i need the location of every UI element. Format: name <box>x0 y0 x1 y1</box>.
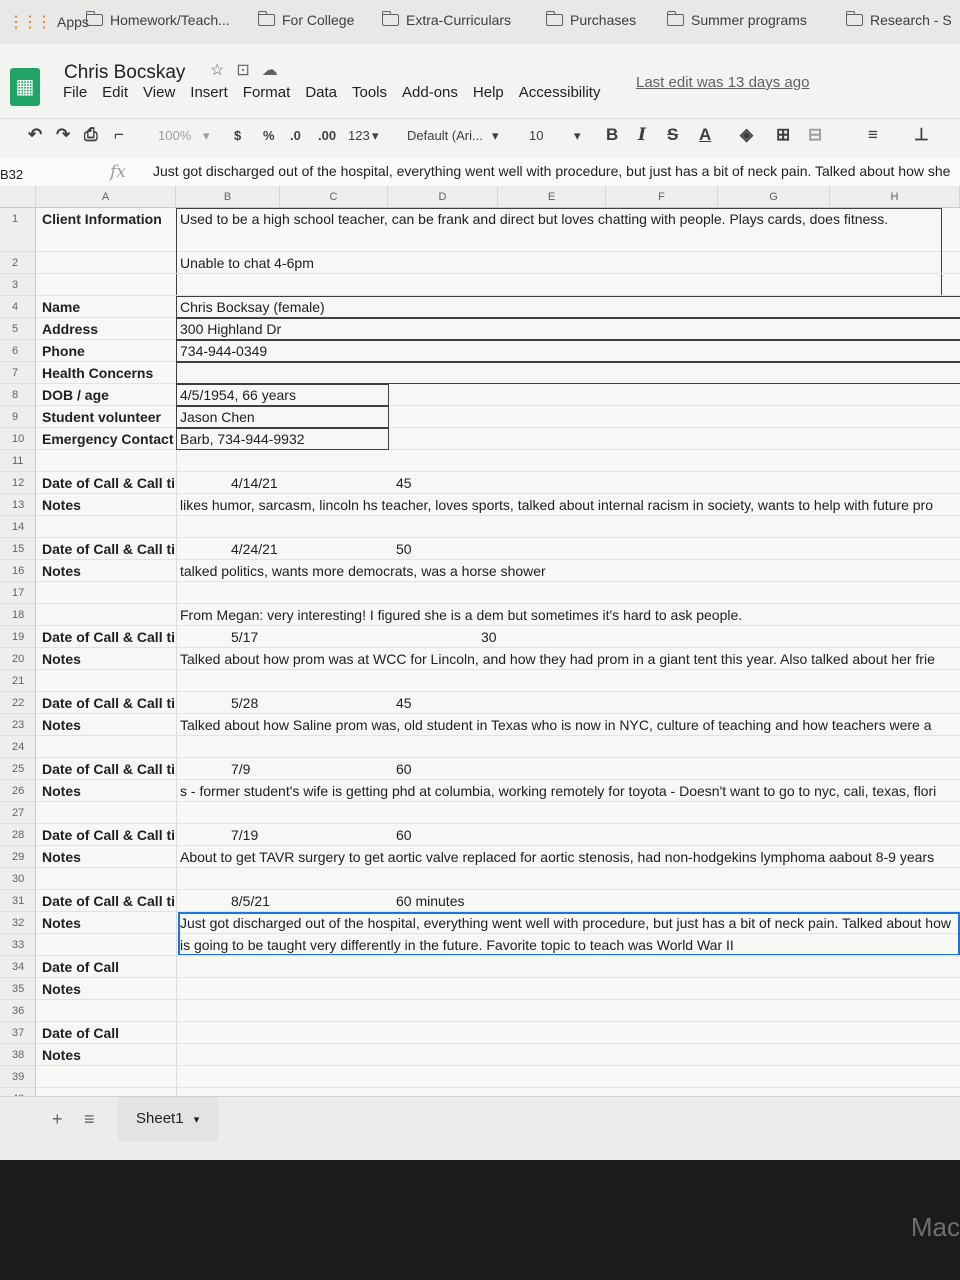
value-cell[interactable]: Talked about how prom was at WCC for Lincoln, and how they had prom in a giant tent this year. Also talked about her frie <box>180 651 935 667</box>
value-cell[interactable]: 734-944-0349 <box>180 343 268 359</box>
borders-icon[interactable]: ⊞ <box>776 125 791 144</box>
row-header[interactable]: 6 <box>0 340 36 362</box>
row-header[interactable]: 28 <box>0 824 36 846</box>
row-header[interactable]: 8 <box>0 384 36 406</box>
table-row[interactable] <box>36 868 960 890</box>
table-row[interactable] <box>36 1022 960 1044</box>
folder-icon <box>258 14 275 26</box>
value-cell[interactable]: Talked about how Saline prom was, old student in Texas who is now in NYC, culture of teaching and how teachers were a <box>180 717 932 733</box>
row-header[interactable]: 7 <box>0 362 36 384</box>
table-row[interactable] <box>36 582 960 604</box>
all-sheets-button[interactable]: ≡ <box>84 1109 95 1129</box>
row-header[interactable]: 12 <box>0 472 36 494</box>
table-row[interactable] <box>36 406 960 428</box>
value-cell[interactable]: About to get TAVR surgery to get aortic valve replaced for aortic stenosis, had non-hodgekins lymphoma aabout 8-9 years <box>180 849 935 865</box>
decrease-decimal-button[interactable]: .0 <box>290 128 301 143</box>
value-cell[interactable]: Used to be a high school teacher, can be frank and direct but loves chatting with people. Plays cards, does fitness. <box>180 211 889 227</box>
table-row[interactable] <box>36 516 960 538</box>
row-header[interactable]: 37 <box>0 1022 36 1044</box>
value-cell[interactable]: likes humor, sarcasm, lincoln hs teacher, loves sports, talked about internal racism in society, wants to help with future pro <box>180 497 933 513</box>
menu-view[interactable]: View <box>143 84 176 101</box>
call-duration-cell[interactable]: 60 <box>396 761 412 777</box>
bookmark-research[interactable]: Research - S <box>846 12 952 28</box>
column-header-c[interactable]: C <box>280 186 388 208</box>
column-header-b[interactable]: B <box>176 186 280 208</box>
call-date-cell[interactable]: 7/19 <box>231 827 259 843</box>
row-label[interactable]: Notes <box>42 563 81 579</box>
row-header[interactable]: 39 <box>0 1066 36 1088</box>
undo-icon[interactable]: ↶ <box>28 125 43 144</box>
table-row[interactable] <box>36 714 960 736</box>
row-header[interactable]: 26 <box>0 780 36 802</box>
row-header[interactable]: 30 <box>0 868 36 890</box>
formula-bar <box>0 158 960 187</box>
value-cell[interactable]: s - former student's wife is getting phd at columbia, working remotely for toyota - Doesn't want to go to nyc, cali, texas, flori <box>180 783 937 799</box>
call-duration-cell[interactable]: 45 <box>396 695 412 711</box>
table-row[interactable] <box>36 494 960 516</box>
row-label[interactable]: Date of Call & Call ti <box>42 761 176 777</box>
row-label[interactable]: Date of Call & Call ti <box>42 541 176 557</box>
sheets-logo-icon[interactable]: ▦ <box>10 68 40 106</box>
folder-icon <box>667 14 684 26</box>
column-header-g[interactable]: G <box>718 186 830 208</box>
row-label[interactable]: Address <box>42 321 99 337</box>
table-row[interactable] <box>36 846 960 868</box>
sheet-tab-sheet1[interactable]: Sheet1 ▾ <box>118 1097 218 1141</box>
vertical-align-icon[interactable]: ⊥ <box>914 125 929 144</box>
call-date-cell[interactable]: 4/14/21 <box>231 475 278 491</box>
row-header[interactable]: 21 <box>0 670 36 692</box>
title-icons <box>210 60 278 80</box>
row-label[interactable]: Notes <box>42 981 81 997</box>
table-row[interactable] <box>36 604 960 626</box>
row-header[interactable]: 24 <box>0 736 36 758</box>
row-label[interactable]: Notes <box>42 717 81 733</box>
row-header[interactable]: 14 <box>0 516 36 538</box>
menu-bar <box>63 84 600 101</box>
table-row[interactable] <box>36 824 960 846</box>
chevron-down-icon: ▾ <box>492 128 499 143</box>
value-cell[interactable]: Barb, 734-944-9932 <box>180 431 305 447</box>
table-row[interactable] <box>36 978 960 1000</box>
bookmark-apps[interactable]: ⋮⋮⋮ Apps <box>8 14 89 31</box>
menu-edit[interactable]: Edit <box>102 84 129 101</box>
bordered-cell <box>176 362 960 384</box>
table-row[interactable] <box>36 362 960 384</box>
name-box[interactable]: B32 <box>0 167 24 182</box>
percent-format-button[interactable]: % <box>263 128 275 143</box>
row-label[interactable]: Notes <box>42 783 81 799</box>
table-row[interactable] <box>36 428 960 450</box>
bordered-cell <box>176 340 960 362</box>
bordered-cell <box>176 406 389 428</box>
table-row[interactable] <box>36 934 960 956</box>
row-header[interactable]: 35 <box>0 978 36 1000</box>
table-row[interactable] <box>36 340 960 362</box>
row-label[interactable]: Notes <box>42 497 81 513</box>
row-label[interactable]: Date of Call <box>42 1025 120 1041</box>
apps-grid-icon: ⋮⋮⋮ <box>8 14 50 31</box>
row-header[interactable]: 32 <box>0 912 36 934</box>
column-header-d[interactable]: D <box>388 186 498 208</box>
value-cell[interactable]: 4/5/1954, 66 years <box>180 387 296 403</box>
bookmarks-bar <box>0 0 960 45</box>
fill-color-icon[interactable]: ◈ <box>740 125 754 144</box>
table-row[interactable] <box>36 538 960 560</box>
table-row[interactable] <box>36 912 960 934</box>
table-row[interactable] <box>36 758 960 780</box>
column-header-h[interactable]: H <box>830 186 960 208</box>
row-label[interactable]: DOB / age <box>42 387 109 403</box>
call-date-cell[interactable]: 8/5/21 <box>231 893 270 909</box>
bordered-cell <box>176 296 960 318</box>
row-label[interactable]: Emergency Contact <box>42 431 174 447</box>
value-cell[interactable]: is going to be taught very differently in the future. Favorite topic to teach was World War II <box>180 937 734 953</box>
table-row[interactable] <box>36 274 960 296</box>
row-label[interactable]: Phone <box>42 343 85 359</box>
bookmark-for-college[interactable]: For College <box>258 12 354 28</box>
row-label[interactable]: Date of Call <box>42 959 120 975</box>
chevron-down-icon: ▾ <box>372 128 379 143</box>
bordered-cell <box>176 428 389 450</box>
call-duration-cell[interactable]: 45 <box>396 475 412 491</box>
table-row[interactable] <box>36 1066 960 1088</box>
call-duration-cell[interactable]: 60 minutes <box>396 893 465 909</box>
row-label[interactable]: Notes <box>42 915 81 931</box>
row-header[interactable]: 25 <box>0 758 36 780</box>
row-header[interactable]: 20 <box>0 648 36 670</box>
menu-format[interactable]: Format <box>242 84 291 101</box>
table-row[interactable] <box>36 780 960 802</box>
table-row[interactable] <box>36 736 960 758</box>
row-header[interactable]: 18 <box>0 604 36 626</box>
table-row[interactable] <box>36 472 960 494</box>
row-label[interactable]: Date of Call & Call ti <box>42 629 176 645</box>
currency-format-button[interactable]: $ <box>234 128 242 143</box>
folder-icon <box>846 14 863 26</box>
print-icon[interactable]: ⎙ <box>84 125 98 144</box>
folder-icon <box>86 14 103 26</box>
call-duration-cell[interactable]: 60 <box>396 827 412 843</box>
bookmark-extra-curriculars[interactable]: Extra-Curriculars <box>382 12 511 28</box>
row-header[interactable]: 4 <box>0 296 36 318</box>
row-header[interactable]: 22 <box>0 692 36 714</box>
row-label[interactable]: Date of Call & Call ti <box>42 893 176 909</box>
value-cell[interactable]: talked politics, wants more democrats, was a horse shower <box>180 563 546 579</box>
bookmark-homework[interactable]: Homework/Teach... <box>86 12 230 28</box>
row-header[interactable]: 17 <box>0 582 36 604</box>
row-label[interactable]: Name <box>42 299 81 315</box>
value-cell[interactable]: Jason Chen <box>180 409 255 425</box>
table-row[interactable] <box>36 648 960 670</box>
table-row[interactable] <box>36 450 960 472</box>
table-row[interactable] <box>36 318 960 340</box>
text-color-button[interactable]: A <box>699 125 712 144</box>
menu-file[interactable]: File <box>63 84 88 101</box>
italic-button[interactable]: I <box>638 125 646 145</box>
row-header[interactable]: 27 <box>0 802 36 824</box>
column-header-e[interactable]: E <box>498 186 606 208</box>
menu-data[interactable]: Data <box>305 84 337 101</box>
call-duration-cell[interactable]: 30 <box>481 629 497 645</box>
value-cell[interactable]: Just got discharged out of the hospital, everything went well with procedure, but just has a bit of neck pain. Talked about how <box>180 915 951 931</box>
horizontal-align-icon[interactable]: ≡ <box>868 125 878 144</box>
row-header[interactable]: 2 <box>0 252 36 274</box>
table-row[interactable] <box>36 670 960 692</box>
row-label[interactable]: Student volunteer <box>42 409 162 425</box>
row-header[interactable]: 13 <box>0 494 36 516</box>
merge-cells-icon[interactable]: ⊟ <box>808 125 823 144</box>
row-label[interactable]: Notes <box>42 849 81 865</box>
menu-accessibility[interactable]: Accessibility <box>518 84 601 101</box>
bordered-cell <box>176 318 960 340</box>
table-row[interactable] <box>36 384 960 406</box>
row-label[interactable]: Notes <box>42 651 81 667</box>
row-header[interactable]: 29 <box>0 846 36 868</box>
row-header[interactable]: 31 <box>0 890 36 912</box>
bookmark-purchases[interactable]: Purchases <box>546 12 636 28</box>
fx-icon: fx <box>110 162 126 182</box>
menu-tools[interactable]: Tools <box>352 84 388 101</box>
select-all-corner[interactable] <box>0 186 36 208</box>
row-header[interactable]: 33 <box>0 934 36 956</box>
device-logo: Mac <box>910 1212 960 1242</box>
table-row[interactable] <box>36 1000 960 1022</box>
font-select[interactable]: Default (Ari... <box>407 128 483 143</box>
call-date-cell[interactable]: 4/24/21 <box>231 541 278 557</box>
row-header[interactable]: 23 <box>0 714 36 736</box>
row-label[interactable]: Date of Call & Call ti <box>42 827 176 843</box>
call-date-cell[interactable]: 5/28 <box>231 695 259 711</box>
row-header[interactable]: 9 <box>0 406 36 428</box>
add-sheet-button[interactable]: + <box>52 1109 63 1129</box>
formula-input[interactable]: Just got discharged out of the hospital, everything went well with procedure, but just has a bit of neck pain. Talked about how she <box>153 163 951 179</box>
row-header[interactable]: 11 <box>0 450 36 472</box>
row-header[interactable]: 16 <box>0 560 36 582</box>
value-cell[interactable]: Unable to chat 4-6pm <box>180 255 314 271</box>
bookmark-summer-programs[interactable]: Summer programs <box>667 12 807 28</box>
value-cell[interactable]: 300 Highland Dr <box>180 321 282 337</box>
paint-format-icon[interactable]: ⌐ <box>114 125 124 144</box>
row-label[interactable]: Date of Call & Call ti <box>42 695 176 711</box>
call-date-cell[interactable]: 5/17 <box>231 629 259 645</box>
menu-addons[interactable]: Add-ons <box>402 84 458 101</box>
chevron-down-icon[interactable]: ▾ <box>193 1114 200 1126</box>
folder-icon <box>382 14 399 26</box>
row-header[interactable]: 3 <box>0 274 36 296</box>
chevron-down-icon: ▾ <box>574 128 581 143</box>
value-cell[interactable]: From Megan: very interesting! I figured she is a dem but sometimes it's hard to ask people. <box>180 607 743 623</box>
column-header-f[interactable]: F <box>606 186 718 208</box>
number-format-select[interactable]: 123 <box>348 128 370 143</box>
row-header[interactable]: 36 <box>0 1000 36 1022</box>
table-row[interactable] <box>36 1044 960 1066</box>
table-row[interactable] <box>36 296 960 318</box>
folder-icon <box>546 14 563 26</box>
menu-help[interactable]: Help <box>472 84 504 101</box>
spreadsheet-grid[interactable] <box>0 186 960 1096</box>
strikethrough-button[interactable]: S <box>667 125 679 144</box>
last-edit-link[interactable]: Last edit was 13 days ago <box>636 74 810 91</box>
star-icon[interactable]: ☆ <box>210 62 225 79</box>
row-header[interactable]: 34 <box>0 956 36 978</box>
font-size-select[interactable]: 10 <box>529 128 544 143</box>
row-header[interactable]: 5 <box>0 318 36 340</box>
row-header[interactable]: 19 <box>0 626 36 648</box>
document-title[interactable]: Chris Bocskay <box>64 62 186 83</box>
value-cell[interactable]: Chris Bocksay (female) <box>180 299 325 315</box>
table-row[interactable] <box>36 626 960 648</box>
row-label[interactable]: Date of Call & Call ti <box>42 475 176 491</box>
row-header[interactable]: 38 <box>0 1044 36 1066</box>
table-row[interactable] <box>36 208 960 252</box>
move-to-folder-icon[interactable]: ⊡ <box>236 62 250 79</box>
call-date-cell[interactable]: 7/9 <box>231 761 251 777</box>
table-row[interactable] <box>36 692 960 714</box>
bold-button[interactable]: B <box>606 125 619 144</box>
bordered-cell <box>176 384 389 406</box>
zoom-select[interactable]: 100% <box>158 128 192 143</box>
row-label[interactable]: Health Concerns <box>42 365 154 381</box>
table-row[interactable] <box>36 890 960 912</box>
row-label[interactable]: Client Information <box>42 211 162 227</box>
row-label[interactable]: Notes <box>42 1047 81 1063</box>
table-row[interactable] <box>36 560 960 582</box>
menu-insert[interactable]: Insert <box>190 84 228 101</box>
chevron-down-icon[interactable]: ▾ <box>203 128 210 143</box>
sheet-tab-bar <box>0 1096 960 1160</box>
call-duration-cell[interactable]: 50 <box>396 541 412 557</box>
row-header[interactable]: 10 <box>0 428 36 450</box>
table-row[interactable] <box>36 802 960 824</box>
table-row[interactable] <box>36 252 960 274</box>
column-header-a[interactable]: A <box>36 186 176 208</box>
table-row[interactable] <box>36 956 960 978</box>
increase-decimal-button[interactable]: .00 <box>318 128 337 143</box>
redo-icon[interactable]: ↷ <box>56 125 71 144</box>
cloud-status-icon[interactable]: ☁ <box>261 62 278 79</box>
toolbar <box>0 118 960 160</box>
row-header[interactable]: 15 <box>0 538 36 560</box>
row-header[interactable]: 1 <box>0 208 36 252</box>
